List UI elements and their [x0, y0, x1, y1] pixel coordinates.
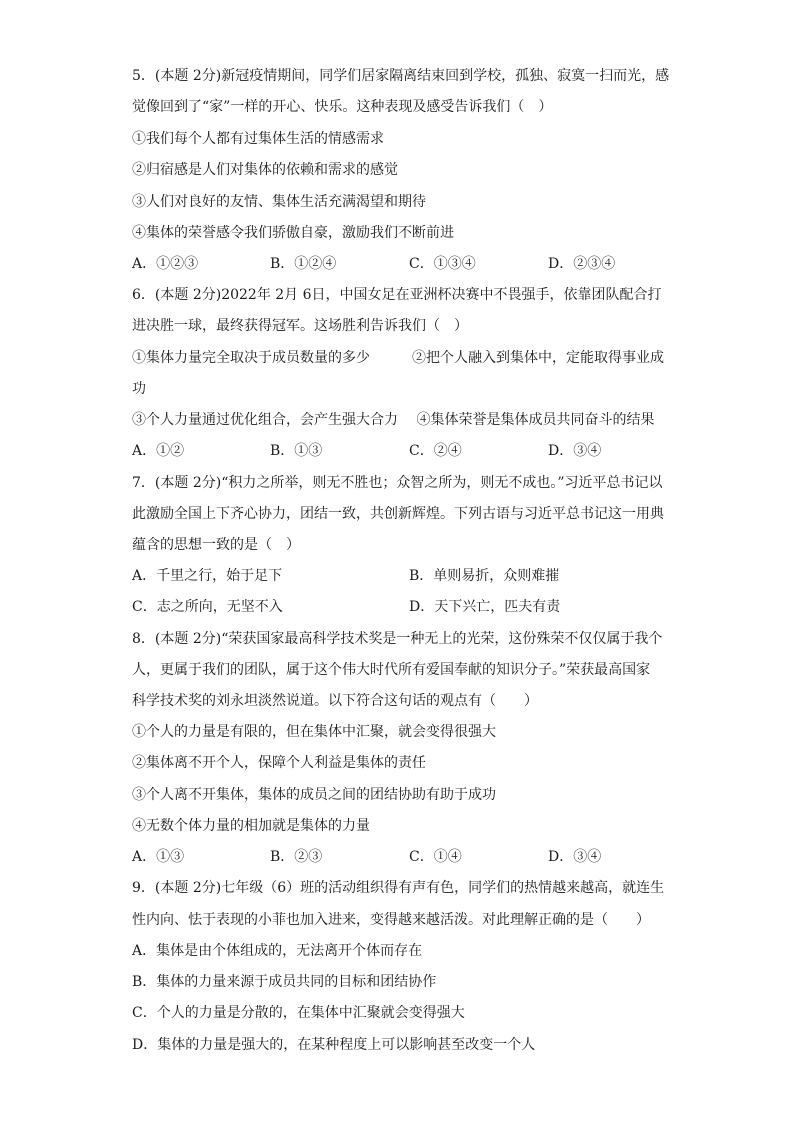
- answer-options: [132, 597, 692, 617]
- option-c: C．①③④: [409, 256, 476, 272]
- option-c: C．①④: [409, 849, 462, 865]
- question-stem-line: 进决胜一球，最终获得冠军。这场胜利告诉我们（ ）: [132, 318, 468, 334]
- statement-line: ④集体的荣誉感令我们骄傲自豪，激励我们不断前进: [132, 225, 454, 241]
- option-d: D．②③④: [548, 256, 616, 272]
- statement-line: ②归宿感是人们对集体的依赖和需求的感觉: [132, 162, 398, 178]
- question-stem-line: 人，更属于我们的团队，属于这个伟大时代所有爱国奉献的知识分子。”荣获最高国家: [132, 662, 651, 678]
- statement-line: ②集体离不开个人，保障个人利益是集体的责任: [132, 755, 426, 771]
- option-d: D．③④: [548, 443, 602, 459]
- statement-line: ④无数个体力量的相加就是集体的力量: [132, 818, 370, 834]
- option-b: B．①③: [270, 443, 323, 459]
- question-stem-line: 7．(本题 2分)“积力之所举，则无不胜也；众智之所为，则无不成也。”习近平总书记以: [132, 475, 663, 491]
- option-c: C．②④: [409, 443, 462, 459]
- question-stem-line: 科学技术奖的刘永坦淡然说道。以下符合这句话的观点有（ ）: [132, 693, 538, 709]
- option-c: C．志之所向，无坚不入: [132, 599, 283, 615]
- option-a: A．①②: [132, 443, 185, 459]
- question-stem-line: 觉像回到了“家”一样的开心、快乐。这种表现及感受告诉我们（ ）: [132, 99, 553, 115]
- option-line: D．集体的力量是强大的，在某种程度上可以影响甚至改变一个人: [132, 1037, 536, 1053]
- option-a: A．①②③: [132, 256, 199, 272]
- question-stem-line: 性内向、怯于表现的小菲也加入进来，变得越来越活泼。对此理解正确的是（ ）: [132, 912, 650, 928]
- question-stem-line: 此激励全国上下齐心协力，团结一致，共创新辉煌。下列古语与习近平总书记这一用典: [132, 506, 664, 522]
- option-b: B．②③: [270, 849, 323, 865]
- question-stem-line: 5．(本题 2分)新冠疫情期间，同学们居家隔离结束回到学校，孤独、寂寞一扫而光，感: [132, 68, 670, 84]
- question-stem-line: 蕴含的思想一致的是（ ）: [132, 537, 300, 553]
- option-a: A．千里之行，始于足下: [132, 568, 283, 584]
- statement-line: ③个人离不开集体，集体的成员之间的团结协助有助于成功: [132, 787, 496, 803]
- option-d: D．③④: [548, 849, 602, 865]
- answer-options: [132, 441, 692, 461]
- option-line: C．个人的力量是分散的，在集体中汇聚就会变得强大: [132, 1005, 465, 1021]
- answer-options: [132, 847, 692, 867]
- question-stem-line: 8．(本题 2分)“荣获国家最高科学技术奖是一种无上的光荣，这份殊荣不仅仅属于我个: [132, 631, 663, 647]
- option-line: A．集体是由个体组成的，无法离开个体而存在: [132, 943, 423, 959]
- statement-line: ③个人力量通过优化组合，会产生强大合力 ④集体荣誉是集体成员共同奋斗的结果: [132, 412, 655, 428]
- question-stem-line: 6．(本题 2分)2022年 2月 6日，中国女足在亚洲杯决赛中不畏强手，依靠团队配合打: [132, 287, 662, 303]
- statement-line: ①我们每个人都有过集体生活的情感需求: [132, 131, 384, 147]
- statement-line: 功: [132, 381, 146, 397]
- answer-options: [132, 566, 692, 586]
- option-a: A．①③: [132, 849, 185, 865]
- option-d: D．天下兴亡，匹夫有责: [409, 599, 561, 615]
- statement-line: ①个人的力量是有限的，但在集体中汇聚，就会变得很强大: [132, 724, 496, 740]
- statement-line: ③人们对良好的友情、集体生活充满渴望和期待: [132, 194, 426, 210]
- statement-line: ①集体力量完全取决于成员数量的多少 ②把个人融入到集体中，定能取得事业成: [132, 350, 664, 366]
- answer-options: [132, 254, 692, 274]
- question-stem-line: 9．(本题 2分)七年级（6）班的活动组织得有声有色，同学们的热情越来越高，就连生: [132, 880, 665, 896]
- option-b: B．①②④: [270, 256, 337, 272]
- option-line: B．集体的力量来源于成员共同的目标和团结协作: [132, 974, 437, 990]
- option-b: B．单则易折，众则难摧: [409, 568, 560, 584]
